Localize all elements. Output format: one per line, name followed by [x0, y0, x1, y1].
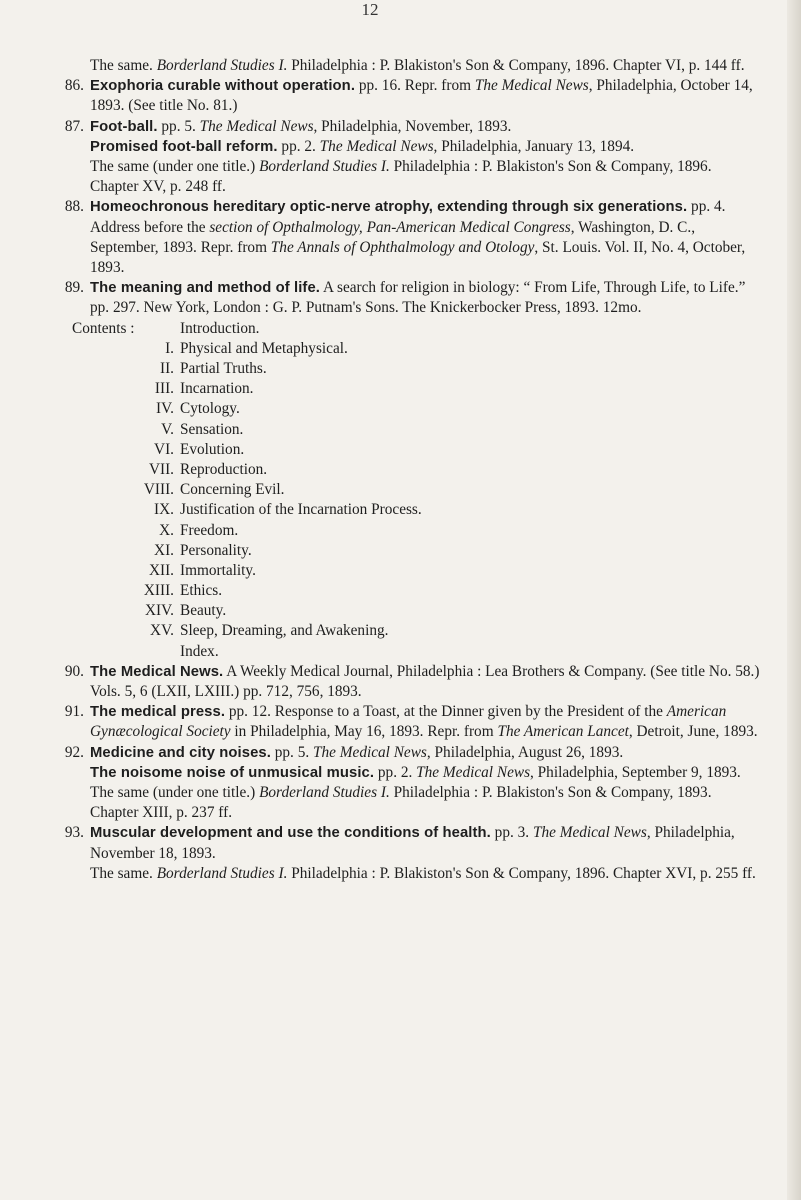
contents-item: Freedom.	[180, 521, 239, 539]
entry-title: Homeochronous hereditary optic-nerve atrophy, extending through six generations.	[90, 199, 688, 216]
entry-venue: section of Opthalmology, Pan-American Medical Congress	[209, 218, 571, 236]
intro-text-2: Philadelphia : P. Blakiston's Son	[287, 57, 490, 74]
entry-text-2: Philadelphia : P. Blakiston's Son & Company, 1896. Chapter XV, p. 248 ff.	[90, 158, 712, 196]
contents-item: Sensation.	[180, 420, 244, 438]
entry-number: 91.	[64, 703, 84, 721]
bibliography-page	[62, 56, 762, 884]
entry-title: The noisome noise of unmusical music.	[90, 764, 375, 781]
contents-number: XI.	[154, 541, 174, 559]
contents-number: VII.	[148, 460, 174, 478]
entry-journal: The Medical News	[416, 763, 531, 781]
intro-text-3: & Company, 1896. Chapter VI, p. 144 ff.	[492, 57, 745, 74]
entry-text-2: in Philadelphia, May 16, 1893. Repr. from	[230, 723, 498, 741]
contents-item: Cytology.	[180, 400, 240, 418]
contents-number: III.	[154, 380, 174, 398]
contents-number: XII.	[148, 561, 174, 579]
contents-number: II.	[159, 360, 174, 378]
entry-text-2: , Philadelphia, October 14, 1893. (See title No. 81.)	[90, 77, 753, 115]
contents-number: XIV.	[144, 602, 174, 620]
entry-text-2: Philadelphia : P. Blakiston's Son & Company, 1896. Chapter XVI, p. 255 ff.	[287, 864, 756, 882]
entry-text: pp. 4. Address before the	[90, 198, 726, 236]
entry-text: pp. 5.	[270, 743, 314, 761]
entry-book: Borderland Studies I.	[156, 864, 288, 882]
entry-text: The same (under one title.)	[90, 158, 260, 176]
entry-text: pp. 2.	[374, 763, 417, 781]
entry-87-sub-1	[62, 137, 762, 157]
entry-number: 93.	[64, 824, 84, 842]
entry-journal: The Medical News	[474, 77, 589, 95]
entry-journal: The Medical News	[313, 743, 427, 761]
entry-87	[62, 117, 762, 137]
contents-item: Personality.	[180, 541, 252, 559]
intro-text: The same.	[90, 57, 157, 74]
entry-92	[62, 743, 762, 763]
contents-number: X.	[159, 521, 174, 539]
entry-92-sub-2	[62, 783, 762, 823]
contents-item: Incarnation.	[180, 380, 254, 398]
entry-title: The meaning and method of life.	[90, 280, 320, 297]
entry-title: The Medical News.	[90, 663, 224, 680]
entry-number: 90.	[64, 662, 84, 680]
entry-text: The same (under one title.)	[90, 784, 260, 802]
intro-continuation	[62, 56, 762, 76]
entry-book: Borderland Studies I.	[259, 784, 390, 802]
entry-text: A search for religion in biology: “ From Life, Through Life, to Life.” pp. 297. New York, London : G. P. Putnam's Sons. The Knickerbocker Press, 1893. 12mo.	[90, 279, 746, 317]
contents-item: Sleep, Dreaming, and Awakening.	[180, 622, 389, 640]
entry-book: Borderland Studies I.	[259, 158, 390, 176]
contents-number: IX.	[154, 501, 174, 519]
entry-text-2: , Philadelphia, August 26, 1893.	[426, 743, 624, 761]
entry-title: Foot-ball.	[90, 118, 158, 135]
contents-item: Immortality.	[180, 561, 256, 579]
intro-italic: Borderland Studies I.	[156, 57, 288, 74]
entry-journal: The Medical News	[199, 117, 314, 135]
entry-text-2: , Washington, D. C., September, 1893. Repr. from	[90, 218, 696, 256]
contents-item: Introduction.	[180, 319, 260, 337]
entry-86	[62, 76, 762, 116]
entry-text: pp. 3.	[490, 824, 533, 842]
entry-journal: The Medical News	[319, 137, 434, 155]
entry-text-2: , Philadelphia, September 9, 1893.	[530, 763, 741, 781]
entry-88	[62, 197, 762, 278]
contents-number: XV.	[150, 622, 174, 640]
entry-91	[62, 702, 762, 742]
entry-93-sub-1	[62, 864, 762, 884]
entry-journal: The American Lancet	[497, 723, 629, 741]
entry-text: A Weekly Medical Journal, Philadelphia : Lea Brothers & Company. (See title No. 58.) Vols. 5, 6 (LXII, LXIII.) pp. 712, 756, 1893.	[90, 662, 760, 701]
contents-item: Ethics.	[180, 582, 223, 600]
entry-text: The same.	[90, 864, 157, 882]
entry-journal: The Medical News	[532, 824, 647, 842]
entry-society: American Gynæcological Society	[90, 703, 727, 741]
entry-number: 87.	[64, 117, 84, 135]
entry-text: pp. 12. Response to a Toast, at the Dinner given by the President of the	[225, 703, 667, 721]
page-edge-shadow	[787, 0, 801, 1200]
entry-text-2: , Philadelphia, January 13, 1894.	[433, 137, 635, 155]
entry-92-sub-1	[62, 763, 762, 783]
contents-list	[62, 319, 762, 662]
entry-text-2: , Philadelphia, November 18, 1893.	[90, 824, 735, 862]
entry-text-3: , Detroit, June, 1893.	[628, 723, 758, 741]
entry-90	[62, 662, 762, 702]
entry-text-2: Philadelphia : P. Blakiston's Son & Company, 1893. Chapter XIII, p. 237 ff.	[90, 784, 712, 822]
entry-journal: The Annals of Ophthalmology and Otology	[270, 238, 535, 256]
contents-number: IV.	[156, 400, 174, 418]
contents-item: Index.	[180, 642, 219, 660]
contents-item: Reproduction.	[180, 460, 268, 478]
contents-item: Partial Truths.	[180, 360, 267, 378]
entry-text-3: , St. Louis. Vol. II, No. 4, October, 1893.	[90, 238, 746, 277]
entry-title: Muscular development and use the conditions of health.	[90, 825, 491, 842]
entry-text: pp. 2.	[277, 137, 320, 155]
entry-text: pp. 16. Repr. from	[355, 77, 475, 95]
entry-number: 88.	[64, 198, 84, 216]
entry-number: 89.	[64, 279, 84, 297]
contents-label: Contents :	[72, 319, 135, 337]
entry-89	[62, 278, 762, 318]
contents-item: Concerning Evil.	[180, 481, 285, 499]
entry-87-sub-2	[62, 157, 762, 197]
contents-number: V.	[161, 420, 174, 438]
entry-title: The medical press.	[90, 704, 226, 721]
entry-title: Exophoria curable without operation.	[90, 78, 356, 95]
entry-93	[62, 823, 762, 863]
contents-number: VI.	[154, 440, 174, 458]
contents-item: Justification of the Incarnation Process.	[180, 501, 422, 519]
entry-title: Promised foot-ball reform.	[90, 138, 278, 155]
contents-number: VIII.	[143, 481, 174, 499]
entry-number: 92.	[64, 743, 84, 761]
entry-number: 86.	[64, 77, 84, 95]
entry-title: Medicine and city noises.	[90, 744, 271, 761]
entry-text-2: , Philadelphia, November, 1893.	[313, 117, 512, 135]
contents-number: XIII.	[143, 582, 174, 600]
contents-item: Beauty.	[180, 602, 227, 620]
contents-item: Evolution.	[180, 440, 245, 458]
contents-item: Physical and Metaphysical.	[180, 339, 348, 357]
contents-number: I.	[165, 339, 174, 357]
entry-text: pp. 5.	[157, 117, 200, 135]
page-number: 12	[361, 0, 379, 19]
